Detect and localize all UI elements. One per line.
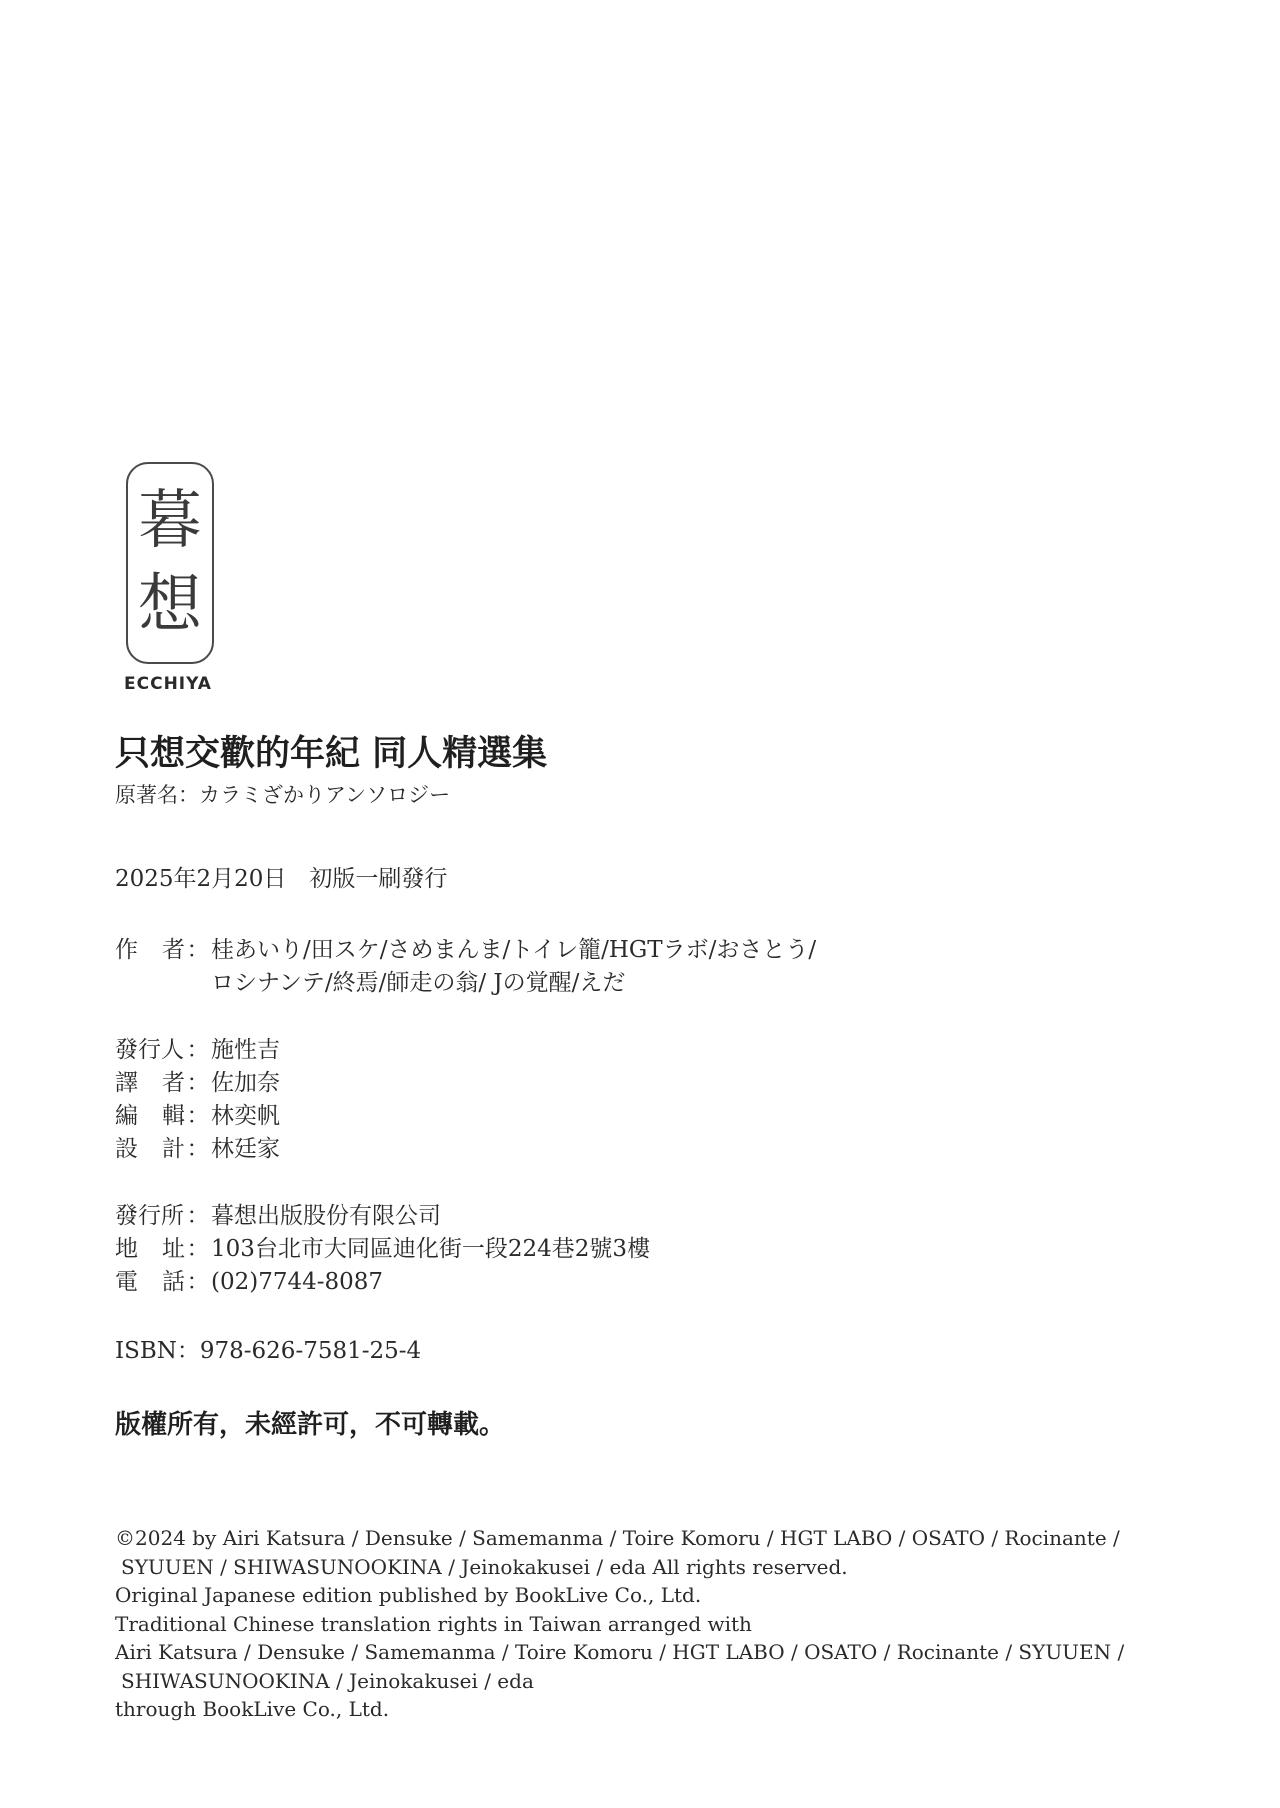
copyright-line-1: ©2024 by Airi Katsura / Densuke / Samemanma / Toire Komoru / HGT LABO / OSATO / Rocinante / bbox=[115, 1526, 1120, 1550]
editor-label-char-2: 輯 bbox=[162, 1103, 185, 1129]
address-colon: ： bbox=[186, 1236, 210, 1262]
rights-notice: 版權所有，未經許可，不可轉載。 bbox=[115, 1410, 506, 1440]
phone-value: (02)7744-8087 bbox=[211, 1269, 384, 1295]
authors-label bbox=[115, 935, 185, 965]
authors-line-2 bbox=[211, 968, 625, 998]
designer-value: 林廷家 bbox=[211, 1136, 280, 1162]
authors-line-1 bbox=[115, 935, 816, 965]
editor-row bbox=[115, 1101, 280, 1131]
logo-glyph-1: 暮 bbox=[138, 484, 202, 558]
phone-label-char-1: 電 bbox=[115, 1269, 138, 1295]
editor-value: 林奕帆 bbox=[211, 1103, 280, 1129]
address-value: 103台北市大同區迪化街一段224巷2號3樓 bbox=[211, 1236, 651, 1262]
authors-value-2: ロシナンテ/終焉/師走の翁/ Jの覚醒/えだ bbox=[211, 970, 626, 996]
logo-brand-text: ECCHIYA bbox=[124, 674, 212, 694]
title-block bbox=[115, 732, 547, 810]
edition-date: 2025年2月20日 初版一刷發行 bbox=[115, 866, 448, 892]
address-label bbox=[115, 1234, 185, 1264]
isbn: ISBN：978-626-7581-25-4 bbox=[115, 1338, 422, 1364]
copyright-line-4: Traditional Chinese translation rights in Taiwan arranged with bbox=[115, 1611, 752, 1636]
address-label-char-1: 地 bbox=[115, 1236, 138, 1262]
phone-colon: ： bbox=[186, 1269, 210, 1295]
publisher-colon: ： bbox=[186, 1037, 210, 1063]
logo-seal bbox=[126, 462, 214, 664]
publisher-label: 發行人 bbox=[115, 1037, 184, 1063]
publishing-house-value: 暮想出版股份有限公司 bbox=[211, 1203, 441, 1229]
translator-row bbox=[115, 1068, 280, 1098]
publisher-value: 施性吉 bbox=[211, 1037, 280, 1063]
authors-label-char-2: 者 bbox=[162, 937, 185, 963]
address-label-char-2: 址 bbox=[162, 1236, 185, 1262]
designer-row bbox=[115, 1134, 280, 1164]
translator-colon: ： bbox=[186, 1070, 210, 1096]
copyright-line-3: Original Japanese edition published by BookLive Co., Ltd. bbox=[115, 1583, 702, 1607]
authors-label-char-1: 作 bbox=[115, 937, 138, 963]
translator-label bbox=[115, 1068, 185, 1098]
copyright-line-5: Airi Katsura / Densuke / Samemanma / Toire Komoru / HGT LABO / OSATO / Rocinante / SYUUEN / bbox=[115, 1640, 1125, 1664]
original-title: 原著名：カラミざかりアンソロジー bbox=[115, 783, 451, 807]
designer-label bbox=[115, 1134, 185, 1164]
translator-label-char-2: 者 bbox=[162, 1070, 185, 1096]
designer-label-char-1: 設 bbox=[115, 1136, 138, 1162]
phone-label bbox=[115, 1267, 185, 1297]
book-title: 只想交歡的年紀 同人精選集 bbox=[115, 733, 548, 774]
publishing-house-label: 發行所 bbox=[115, 1203, 184, 1229]
editor-label-char-1: 編 bbox=[115, 1103, 138, 1129]
phone-row bbox=[115, 1267, 383, 1297]
publishing-house-row bbox=[115, 1201, 441, 1231]
designer-label-char-2: 計 bbox=[162, 1136, 185, 1162]
publishing-house-colon: ： bbox=[186, 1203, 210, 1229]
translator-value: 佐加奈 bbox=[211, 1070, 280, 1096]
copyright-line-6: SHIWASUNOOKINA / Jeinokakusei / eda bbox=[121, 1668, 534, 1693]
publisher-person-row bbox=[115, 1035, 280, 1065]
copyright-line-2: SYUUEN / SHIWASUNOOKINA / Jeinokakusei / eda All rights reserved. bbox=[121, 1554, 848, 1579]
address-row bbox=[115, 1234, 650, 1264]
phone-label-char-2: 話 bbox=[162, 1269, 185, 1295]
authors-colon: ： bbox=[186, 937, 210, 963]
designer-colon: ： bbox=[186, 1136, 210, 1162]
editor-colon: ： bbox=[186, 1103, 210, 1129]
authors-value-1: 桂あいり/田スケ/さめまんま/トイレ籠/HGTラボ/おさとう/ bbox=[211, 937, 817, 963]
logo-glyph-2: 想 bbox=[138, 568, 202, 642]
translator-label-char-1: 譯 bbox=[115, 1070, 138, 1096]
publisher-logo bbox=[124, 462, 224, 694]
editor-label bbox=[115, 1101, 185, 1131]
copyright-block bbox=[115, 1524, 1175, 1724]
copyright-line-7: through BookLive Co., Ltd. bbox=[115, 1697, 390, 1721]
